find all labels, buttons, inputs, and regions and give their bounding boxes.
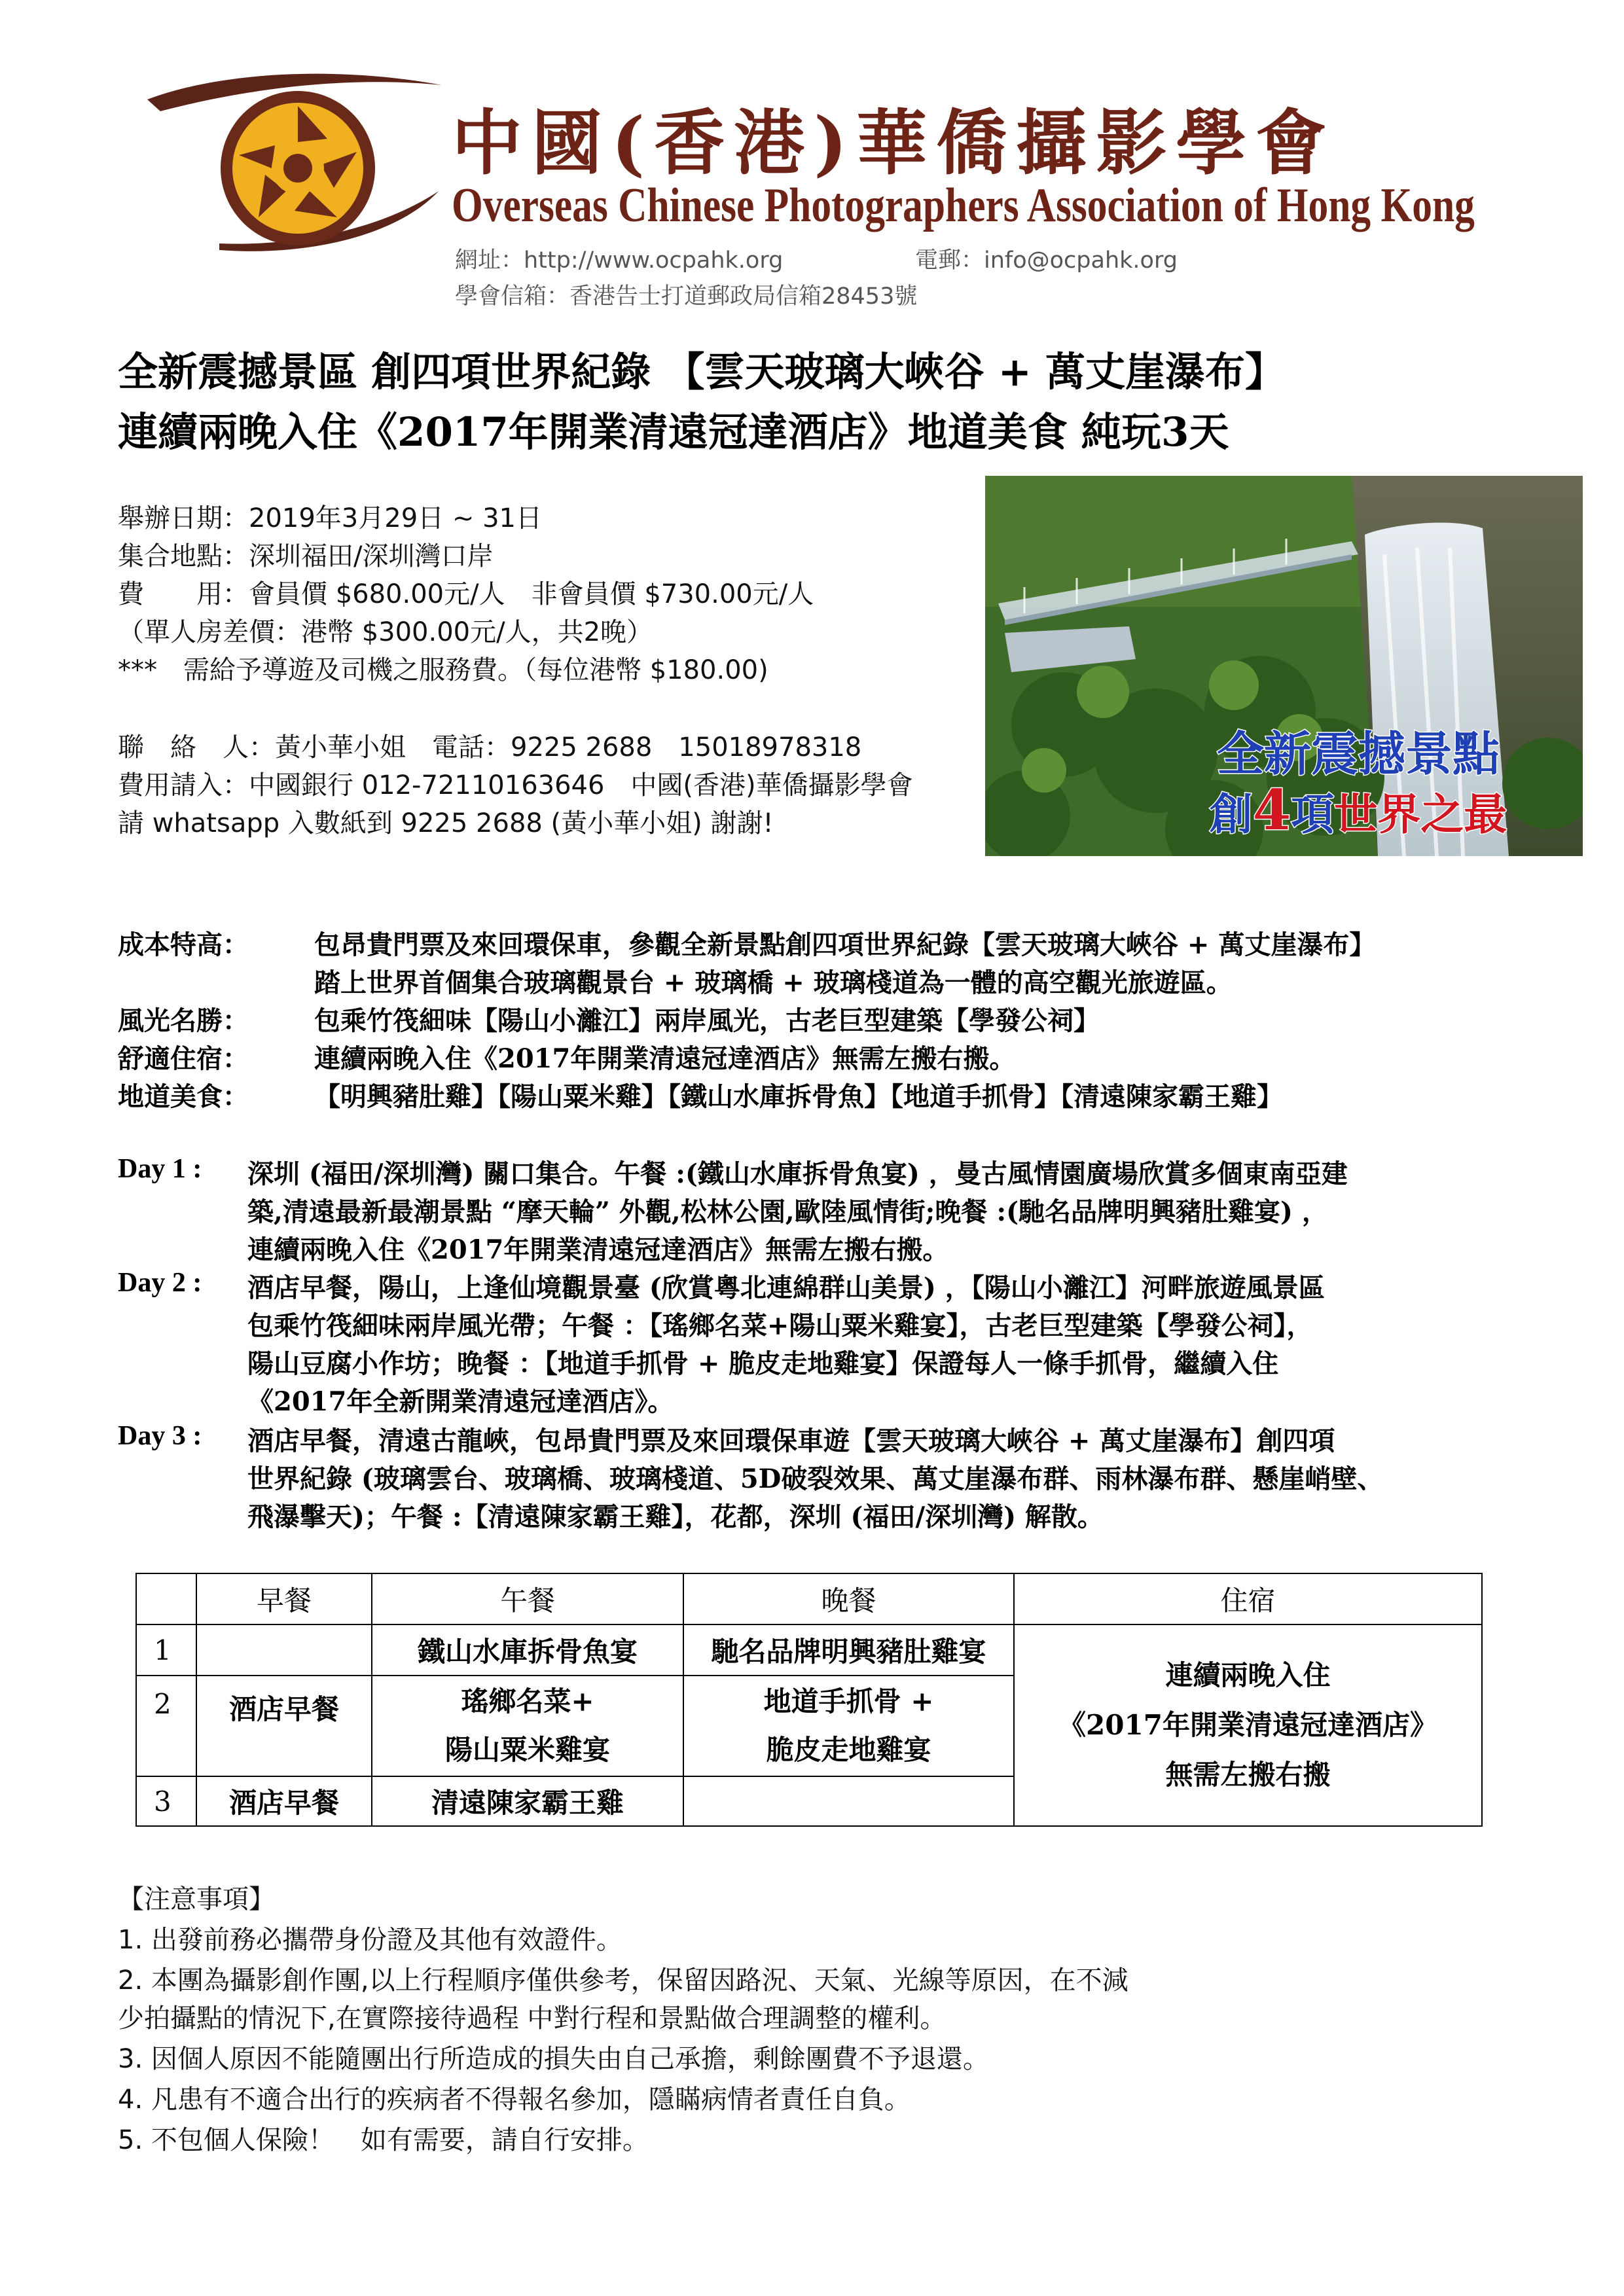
lunch-line-2: 陽山粟米雞宴 [444, 1734, 610, 1766]
lunch-cell: 鐵山水庫拆骨魚宴 [372, 1624, 683, 1676]
highlight-label-cost: 成本特高： [118, 929, 249, 960]
event-date: 舉辦日期：2019年3月29日 ~ 31日 [118, 503, 542, 533]
breakfast-cell: 酒店早餐 [196, 1676, 372, 1776]
lunch-cell: 清遠陳家霸王雞 [372, 1776, 683, 1826]
meeting-point: 集合地點：深圳福田/深圳灣口岸 [118, 541, 494, 571]
day-3-line-3: 飛瀑擊天)；午餐 :【清遠陳家霸王雞】，花都，深圳 (福田/深圳灣) 解散。 [247, 1501, 1104, 1532]
breakfast-cell [196, 1624, 372, 1676]
email-link[interactable]: 電郵：info@ocpahk.org [915, 247, 1178, 274]
header-day [136, 1573, 196, 1624]
day-2-line-3: 陽山豆腐小作坊；晚餐 ：【地道手抓骨 + 脆皮走地雞宴】保證每人一條手抓骨，繼續入住 [247, 1348, 1279, 1379]
canyon-waterfall-image [985, 476, 1583, 856]
note-item-2-cont: 少拍攝點的情況下,在實際接待過程 中對行程和景點做合理調整的權利。 [118, 2003, 947, 2034]
org-name-chinese: 中國(香港)華僑攝影學會 [452, 102, 1336, 185]
header-breakfast: 早餐 [196, 1573, 372, 1624]
whatsapp-instruction: 請 whatsapp 入數紙到 9225 2688 (黃小華小姐) 謝謝! [118, 808, 774, 838]
dinner-cell: 馳名品牌明興豬肚雞宴 [683, 1624, 1014, 1676]
day-3-line-2: 世界紀錄 (玻璃雲台、玻璃橋、玻璃棧道、5D破裂效果、萬丈崖瀑布群、雨林瀑布群、懸崖峭壁、 [247, 1463, 1384, 1494]
highlight-label-food: 地道美食： [118, 1081, 249, 1112]
service-fee-note: *** 需給予導遊及司機之服務費。（每位港幣 $180.00) [118, 655, 768, 685]
lunch-line-1: 瑤鄉名菜+ [461, 1685, 594, 1717]
photo-caption-line-2: 創4項世界之最 [1209, 778, 1507, 842]
day-3-line-1: 酒店早餐，清遠古龍峽，包昂貴門票及來回環保車遊【雲天玻璃大峽谷 + 萬丈崖瀑布】創四項 [247, 1426, 1335, 1456]
notes-title: 【注意事項】 [118, 1884, 275, 1914]
highlight-text-cost-2: 踏上世界首個集合玻璃觀景台 + 玻璃橋 + 玻璃棧道為一體的高空觀光旅遊區。 [314, 967, 1233, 998]
dinner-line-1: 地道手抓骨 + [763, 1685, 934, 1717]
day-2-label: Day 2 : [118, 1268, 202, 1298]
day-2-line-1: 酒店早餐，陽山，上逢仙境觀景臺 (欣賞粵北連綿群山美景) ，【陽山小灕江】河畔旅遊風景區 [247, 1272, 1325, 1303]
association-logo [141, 60, 448, 263]
note-item-4: 4. 凡患有不適合出行的疾病者不得報名參加，隱瞞病情者責任自負。 [118, 2085, 911, 2115]
photo-caption-line-1: 全新震撼景點 [1216, 726, 1500, 781]
day-3-label: Day 3 : [118, 1421, 202, 1451]
mailbox-address: 學會信箱：香港告士打道郵政局信箱28453號 [455, 283, 918, 310]
stay-line-3: 無需左搬右搬 [1165, 1759, 1331, 1791]
day-number: 1 [136, 1624, 196, 1676]
day-number: 3 [136, 1776, 196, 1826]
stay-line-1: 連續兩晚入住 [1165, 1659, 1331, 1691]
contact-person: 聯 絡 人：黃小華小姐 電話：9225 2688 15018978318 [118, 732, 862, 762]
breakfast-cell: 酒店早餐 [196, 1776, 372, 1826]
highlight-text-food: 【明興豬肚雞】【陽山粟米雞】【鐵山水庫拆骨魚】【地道手抓骨】【清遠陳家霸王雞】 [314, 1081, 1283, 1112]
note-item-1: 1. 出發前務必攜帶身份證及其他有效證件。 [118, 1925, 623, 1955]
header-lunch: 午餐 [372, 1573, 683, 1624]
day-2-line-4: 《2017年全新開業清遠冠達酒店》。 [247, 1386, 674, 1417]
highlight-text-hotel: 連續兩晚入住《2017年開業清遠冠達酒店》無需左搬右搬。 [314, 1043, 1016, 1074]
highlight-label-hotel: 舒適住宿： [118, 1043, 249, 1074]
headline-line-1: 全新震撼景區 創四項世界紀錄 【雲天玻璃大峽谷 + 萬丈崖瀑布】 [118, 349, 1286, 395]
payment-account: 費用請入：中國銀行 012-72110163646 中國(香港)華僑攝影學會 [118, 770, 913, 800]
note-item-2: 2. 本團為攝影創作團,以上行程順序僅供參考，保留因路況、天氣、光線等原因，在不減 [118, 1965, 1128, 1996]
meal-schedule-table [135, 1573, 1483, 1827]
dinner-line-2: 脆皮走地雞宴 [766, 1734, 931, 1766]
day-1-line-2: 築,清遠最新最潮景點 “摩天輪” 外觀,松林公園,歐陸風情街;晚餐 :(馳名品牌明興豬肚雞宴) ， [247, 1196, 1328, 1227]
day-number: 2 [136, 1676, 196, 1776]
day-1-label: Day 1 : [118, 1154, 202, 1184]
dinner-cell [683, 1676, 1014, 1776]
highlight-text-cost-1: 包昂貴門票及來回環保車，參觀全新景點創四項世界紀錄【雲天玻璃大峽谷 + 萬丈崖瀑布】 [314, 929, 1376, 960]
scenic-photo [985, 476, 1583, 856]
headline-line-2: 連續兩晚入住《2017年開業清遠冠達酒店》地道美食 純玩3天 [118, 409, 1229, 456]
lunch-cell [372, 1676, 683, 1776]
note-item-5: 5. 不包個人保險！ 如有需要，請自行安排。 [118, 2125, 649, 2155]
day-2-line-2: 包乘竹筏細味兩岸風光帶；午餐 ：【瑤鄉名菜+陽山粟米雞宴】，古老巨型建築【學發公祠】， [247, 1310, 1313, 1341]
website-link[interactable]: 網址：http://www.ocpahk.org [455, 247, 784, 274]
fee: 費 用：會員價 $680.00元/人 非會員價 $730.00元/人 [118, 579, 814, 609]
day-1-line-3: 連續兩晚入住《2017年開業清遠冠達酒店》無需左搬右搬。 [247, 1234, 949, 1265]
accommodation-cell [1014, 1624, 1482, 1826]
header-stay: 住宿 [1014, 1573, 1482, 1624]
highlight-label-scenery: 風光名勝： [118, 1005, 249, 1036]
table-row [136, 1624, 1482, 1676]
day-1-line-1: 深圳 (福田/深圳灣) 關口集合。午餐 :(鐵山水庫拆骨魚宴) ，曼古風情園廣場欣賞多個東南亞建 [247, 1158, 1348, 1189]
header-dinner: 晚餐 [683, 1573, 1014, 1624]
single-room-surcharge: （單人房差價：港幣 $300.00元/人，共2晚） [118, 617, 653, 647]
org-name-english: Overseas Chinese Photographers Association of Hong Kong [452, 179, 1475, 232]
highlight-text-scenery: 包乘竹筏細味【陽山小灕江】兩岸風光，古老巨型建築【學發公祠】 [314, 1005, 1100, 1036]
note-item-3: 3. 因個人原因不能隨團出行所造成的損失由自己承擔，剩餘團費不予退還。 [118, 2044, 989, 2074]
table-header-row [136, 1573, 1482, 1624]
stay-line-2: 《2017年開業清遠冠達酒店》 [1058, 1709, 1437, 1741]
dinner-cell [683, 1776, 1014, 1826]
